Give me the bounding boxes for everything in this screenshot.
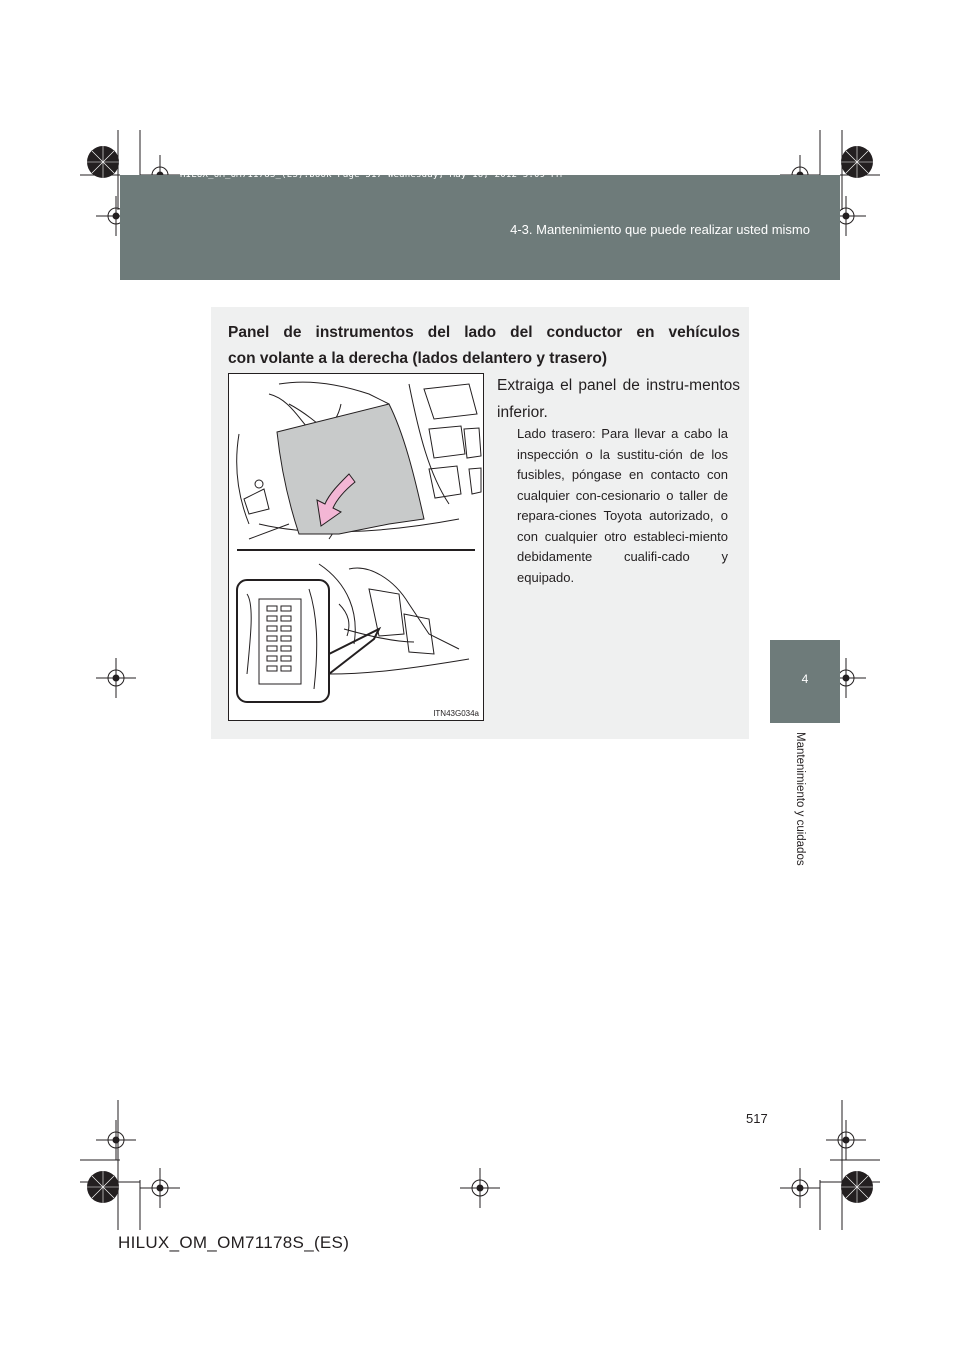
page-number: 517 xyxy=(746,1111,768,1126)
starburst-mark-icon xyxy=(840,145,874,179)
chapter-label: Mantenimiento y cuidados xyxy=(794,732,806,866)
figure-code: ITN43G034a xyxy=(433,709,479,718)
book-info-stamp: HILUX_OM_OM71178S_(ES).book Page 517 Wednesday, May 16, 2012 3:09 PM xyxy=(180,170,563,180)
section-title: 4-3. Mantenimiento que puede realizar usted mismo xyxy=(510,222,810,237)
starburst-mark-icon xyxy=(86,1170,120,1204)
crosshair-target-icon xyxy=(140,1168,180,1208)
heading-line-2: con volante a la derecha (lados delantero y trasero) xyxy=(228,350,608,367)
crosshair-target-icon xyxy=(780,1168,820,1208)
box-heading xyxy=(228,320,740,372)
note-text: Lado trasero: Para llevar a cabo la inspección o la sustitu-ción de los fusibles, póngase en contacto con cualquier con-cesionario o taller de repara-ciones Toyota autorizado, o con cualquier otro estableci-miento debidamente cualifi-cado y equipado. xyxy=(517,426,728,585)
chapter-tab xyxy=(770,640,840,723)
instruction-text: Extraiga el panel de instru-mentos inferior. xyxy=(497,377,740,421)
instrument-panel-illustration xyxy=(228,373,484,721)
chapter-number: 4 xyxy=(801,672,809,686)
crosshair-target-icon xyxy=(460,1168,500,1208)
document-code: HILUX_OM_OM71178S_(ES) xyxy=(118,1233,350,1252)
crosshair-target-icon xyxy=(96,1120,136,1160)
crosshair-target-icon xyxy=(826,1120,866,1160)
starburst-mark-icon xyxy=(86,145,120,179)
starburst-mark-icon xyxy=(840,1170,874,1204)
heading-line-1: Panel de instrumentos del lado del conductor en vehículos xyxy=(228,324,740,341)
crosshair-target-icon xyxy=(96,658,136,698)
